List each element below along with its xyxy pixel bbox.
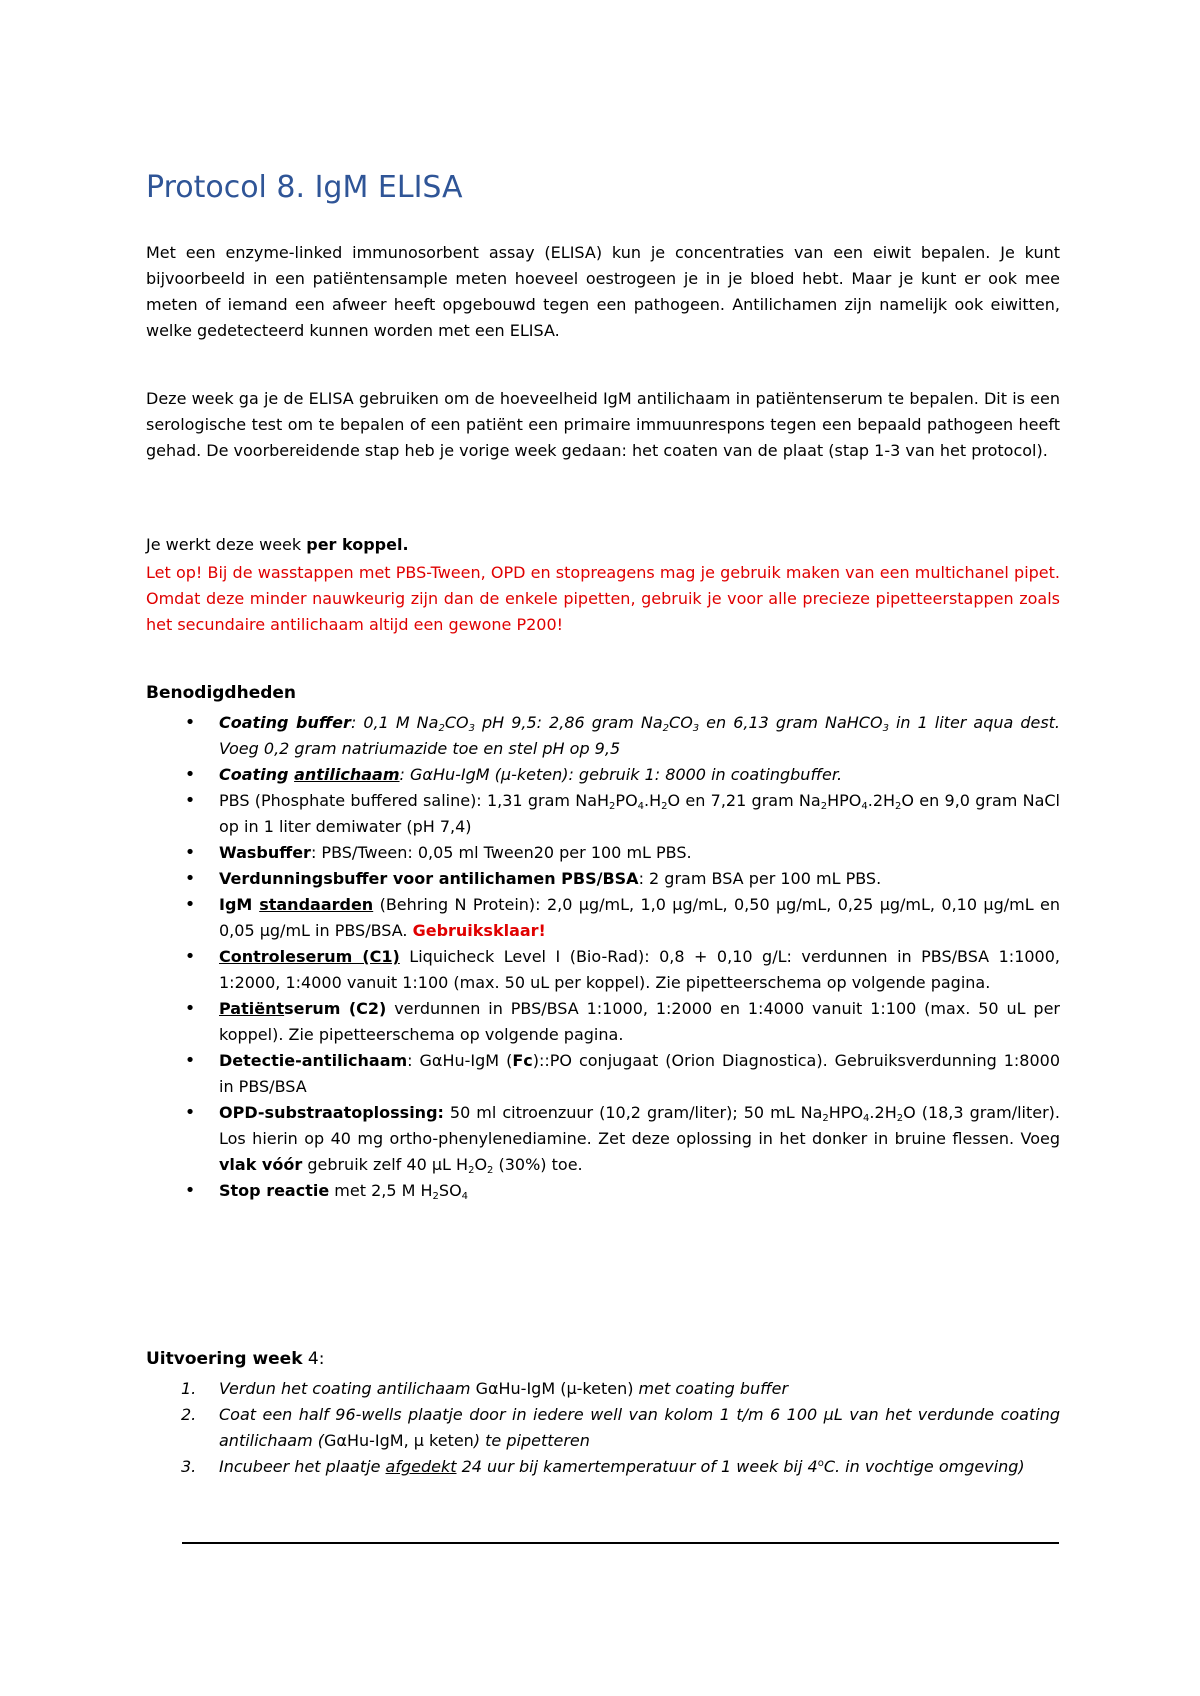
bullet-icon: •	[184, 712, 196, 733]
horizontal-divider	[182, 1542, 1059, 1544]
procedure-heading: Uitvoering week 4:	[146, 1349, 325, 1369]
bullet-icon: •	[184, 1050, 196, 1071]
procedure-step-3: 3. Incubeer het plaatje afgedekt 24 uur bij kamertemperatuur of 1 week bij 4$^o$C. in vochtige omgeving)	[146, 1454, 1060, 1480]
list-item-control-serum: • Controleserum (C1) Liquicheck Level I (Bio-Rad): 0,8 + 0,10 g/L: verdunnen in PBS/BSA 1:1000, 1:2000, 1:4000 vanuit 1:100 (max. 50 uL per koppel). Zie pipetteerschema op volgende pagina.	[184, 946, 1061, 992]
materials-list	[146, 710, 1060, 1204]
item-label: Detectie-antilichaam	[219, 1051, 408, 1070]
step-number: 3.	[181, 1457, 197, 1476]
list-item-pbs: • PBS (Phosphate buffered saline): 1,31 gram $NaH_2PO_4.H_2O$ en 7,21 gram $Na_2HPO_4.2H_2O$ en 9,0 gram NaCl op in 1 liter demiwater (pH 7,4)	[184, 790, 1060, 836]
bullet-icon: •	[184, 868, 196, 889]
warning-paragraph: Let op! Bij de wasstappen met PBS-Tween, OPD en stopreagens mag je gebruik maken van een multichanel pipet. Omdat deze minder nauwkeurig zijn dan de enkele pipetten, gebruik je voor alle precieze pipetteerstappen zoals het secundaire antilichaam altijd een gewone P200!	[146, 563, 1060, 634]
item-label: Verdunningsbuffer voor antilichamen PBS/BSA	[219, 869, 639, 888]
step-number: 1.	[181, 1379, 197, 1398]
list-item-igm-standards: • IgM standaarden (Behring N Protein): 2,0 µg/mL, 1,0 µg/mL, 0,50 µg/mL, 0,25 µg/mL, 0,10 µg/mL en 0,05 µg/mL in PBS/BSA. Gebruiksklaar!	[184, 894, 1060, 940]
intro-paragraph-2: Deze week ga je de ELISA gebruiken om de hoeveelheid IgM antilichaam in patiëntenserum te bepalen. Dit is een serologische test om te bepalen of een patiënt een primaire immuunrespons tegen een bepaald pathogeen heeft gehad. De voorbereidende stap heb je vorige week gedaan: het coaten van de plaat (stap 1-3 van het protocol).	[146, 389, 1060, 460]
item-label: Coating	[219, 765, 295, 784]
item-label: Wasbuffer	[219, 843, 311, 862]
page-title: Protocol 8. IgM ELISA	[146, 170, 463, 205]
item-label: Patiënt	[219, 999, 285, 1018]
bullet-icon: •	[184, 842, 196, 863]
procedure-step-1: 1. Verdun het coating antilichaam GαHu-IgM (µ-keten) met coating buffer	[146, 1376, 1060, 1402]
list-item-opd-substrate: • OPD-substraatoplossing: 50 ml citroenzuur (10,2 gram/liter); 50 mL $Na_2HPO_4.2H_2O$ (18,3 gram/liter). Los hierin op 40 mg ortho-phenylenediamine. Zet deze oplossing in het donker in bruine flessen. Voeg vlak vóór gebruik zelf 40 µL $H_2O_2$ (30%) toe.	[184, 1102, 1060, 1176]
item-label: OPD-substraatoplossing:	[219, 1103, 444, 1122]
list-item-coating-buffer: • Coating buffer: 0,1 M $Na_2CO_3$ pH 9,5: 2,86 gram $Na_2CO_3$ en 6,13 gram NaHCO$_3$ in 1 liter aqua dest. Voeg 0,2 gram natriumazide toe en stel pH op 9,5	[184, 712, 1061, 758]
list-item-stop-reaction: • Stop reactie met 2,5 M $H_2SO_4$	[184, 1180, 469, 1202]
pair-note-emphasis: per koppel.	[306, 535, 409, 554]
list-item-detection-antibody: • Detectie-antilichaam: GαHu-IgM (Fc)::PO conjugaat (Orion Diagnostica). Gebruiksverdunning 1:8000 in PBS/BSA	[184, 1050, 1061, 1096]
bullet-icon: •	[184, 764, 196, 785]
item-label: Controleserum (C1)	[219, 947, 400, 966]
bullet-icon: •	[184, 1180, 196, 1201]
bullet-icon: •	[184, 790, 196, 811]
step-number: 2.	[181, 1405, 197, 1424]
bullet-icon: •	[184, 1102, 196, 1123]
ready-to-use-note: Gebruiksklaar!	[412, 921, 546, 940]
procedure-step-2: 2. Coat een half 96-wells plaatje door in iedere well van kolom 1 t/m 6 100 µL van het verdunde coating antilichaam (GαHu-IgM, µ keten) te pipetteren	[146, 1402, 1060, 1454]
bullet-icon: •	[184, 946, 196, 967]
item-label: Coating buffer	[219, 713, 351, 732]
procedure-steps	[146, 1376, 1060, 1480]
intro-paragraph-1: Met een enzyme-linked immunosorbent assay (ELISA) kun je concentraties van een eiwit bepalen. Je kunt bijvoorbeeld in een patiëntensample meten hoeveel oestrogeen je in je bloed hebt. Maar je kunt er ook mee meten of iemand een afweer heeft opgebouwd tegen een pathogeen. Antilichamen zijn namelijk ook eiwitten, welke gedetecteerd kunnen worden met een ELISA.	[146, 243, 1060, 340]
list-item-coating-antibody: • Coating antilichaam: GαHu-IgM (µ-keten): gebruik 1: 8000 in coatingbuffer.	[146, 762, 1060, 788]
item-label: IgM	[219, 895, 260, 914]
pair-note-text: Je werkt deze week	[146, 535, 307, 554]
list-item-wash-buffer: • Wasbuffer: PBS/Tween: 0,05 ml Tween20 per 100 mL PBS.	[146, 840, 1060, 866]
bullet-icon: •	[184, 894, 196, 915]
item-label: Stop reactie	[219, 1181, 330, 1200]
pair-work-note	[146, 532, 1060, 558]
materials-heading: Benodigdheden	[146, 683, 297, 703]
bullet-icon: •	[184, 998, 196, 1019]
list-item-dilution-buffer: • Verdunningsbuffer voor antilichamen PBS/BSA: 2 gram BSA per 100 mL PBS.	[146, 866, 1060, 892]
list-item-patient-serum: • Patiëntserum (C2) verdunnen in PBS/BSA 1:1000, 1:2000 en 1:4000 vanuit 1:100 (max. 50 uL per koppel). Zie pipetteerschema op volgende pagina.	[184, 998, 1061, 1044]
